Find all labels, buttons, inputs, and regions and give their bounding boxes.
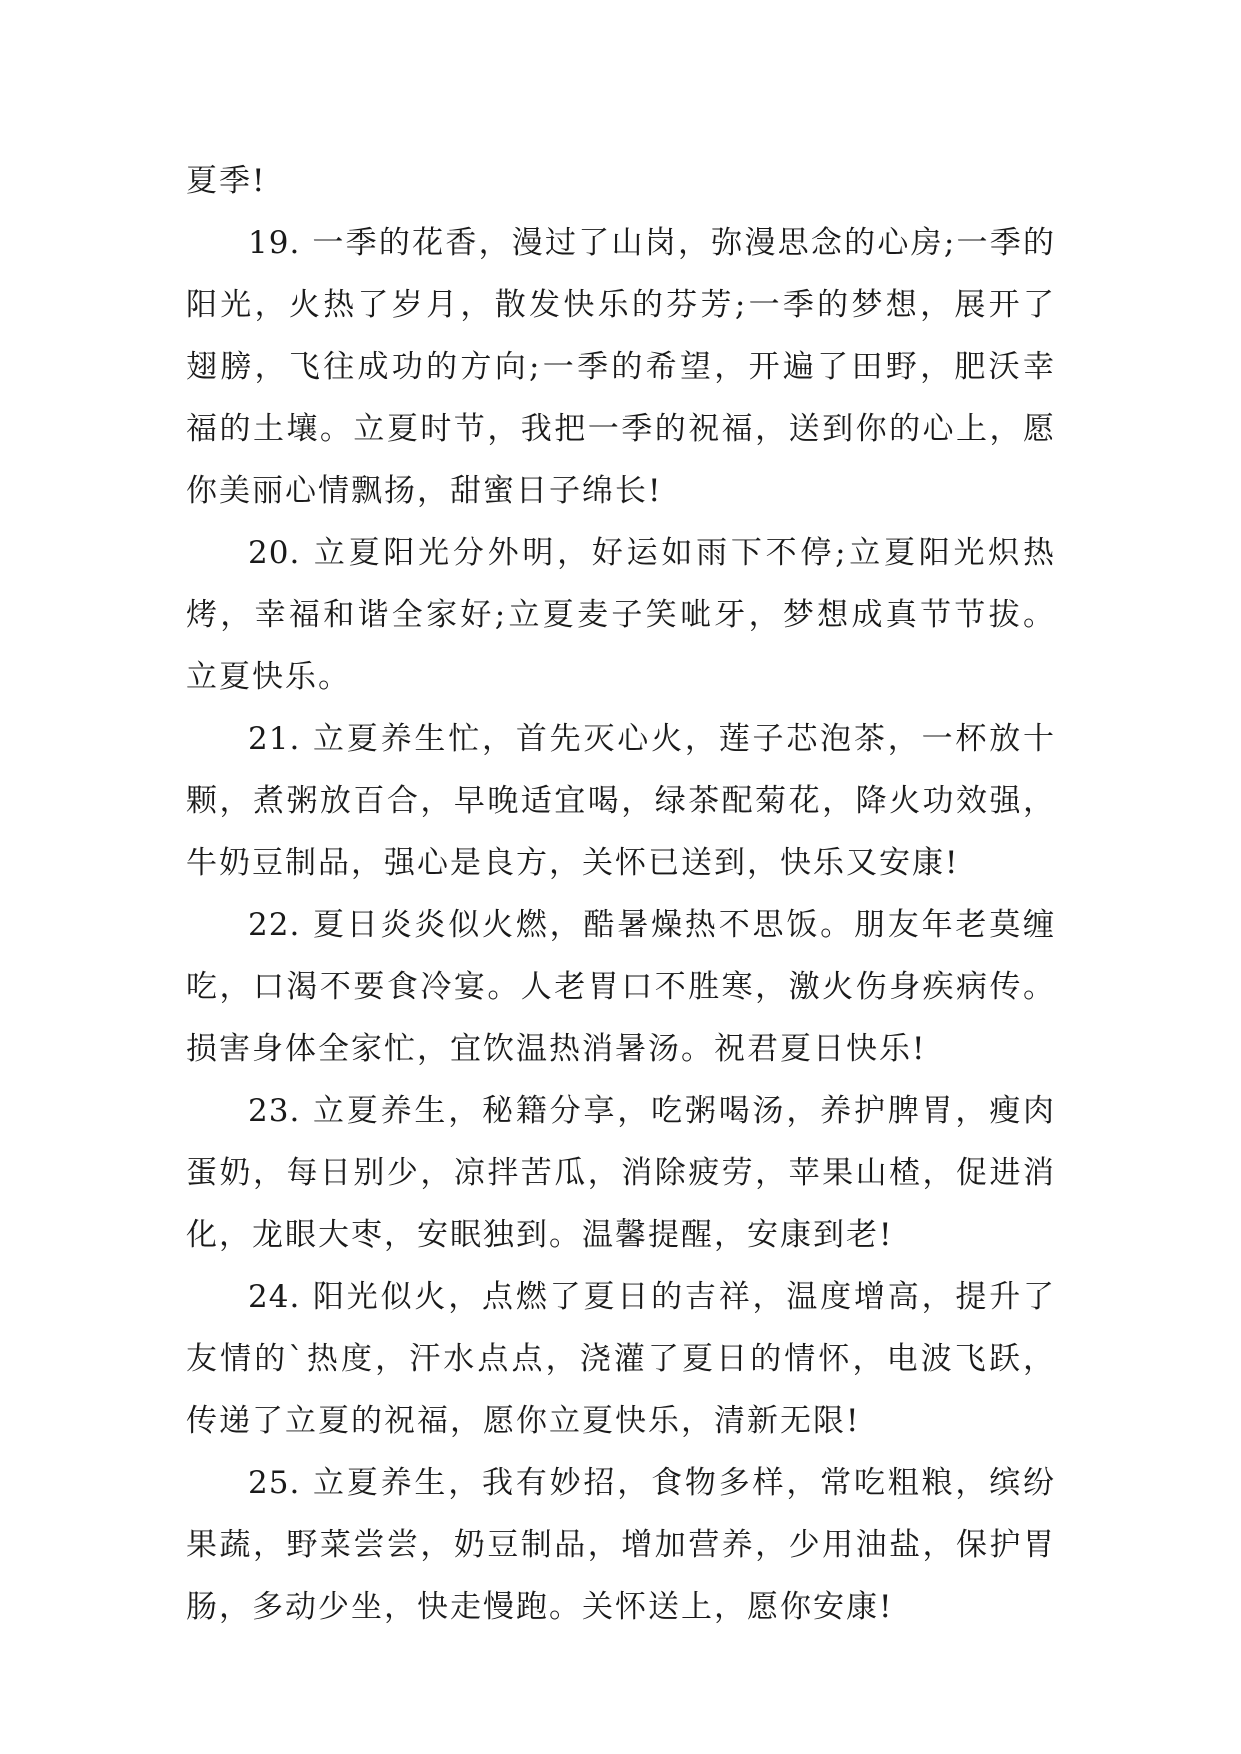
document-page bbox=[186, 150, 1056, 1638]
paragraph-22 bbox=[186, 894, 1056, 1080]
paragraph-number: 19. bbox=[248, 225, 301, 261]
paragraph-24 bbox=[186, 1266, 1056, 1452]
paragraph-20 bbox=[186, 522, 1056, 708]
paragraph-number: 22. bbox=[248, 907, 301, 943]
paragraph-text: 阳光似火，点燃了夏日的吉祥，温度增高，提升了友情的`热度，汗水点点，浇灌了夏日的情怀，电波飞跃，传递了立夏的祝福，愿你立夏快乐，清新无限! bbox=[186, 1279, 1056, 1439]
paragraph-text: 立夏养生忙，首先灭心火，莲子芯泡茶，一杯放十颗，煮粥放百合，早晚适宜喝，绿茶配菊花，降火功效强，牛奶豆制品，强心是良方，关怀已送到，快乐又安康! bbox=[186, 721, 1056, 881]
paragraph-number: 23. bbox=[248, 1093, 301, 1129]
paragraph-number: 21. bbox=[248, 721, 301, 757]
paragraph-23 bbox=[186, 1080, 1056, 1266]
paragraph-text: 立夏阳光分外明，好运如雨下不停;立夏阳光炽热烤，幸福和谐全家好;立夏麦子笑呲牙，梦想成真节节拔。立夏快乐。 bbox=[186, 535, 1056, 695]
paragraph-number: 24. bbox=[248, 1279, 301, 1315]
paragraph-21 bbox=[186, 708, 1056, 894]
paragraph-text: 立夏养生，我有妙招，食物多样，常吃粗粮，缤纷果蔬，野菜尝尝，奶豆制品，增加营养，少用油盐，保护胃肠，多动少坐，快走慢跑。关怀送上，愿你安康! bbox=[186, 1465, 1056, 1625]
paragraph-number: 25. bbox=[248, 1465, 301, 1501]
continuation-text: 夏季! bbox=[186, 163, 267, 199]
paragraph-text: 一季的花香，漫过了山岗，弥漫思念的心房;一季的阳光，火热了岁月，散发快乐的芬芳;一季的梦想，展开了翅膀，飞往成功的方向;一季的希望，开遍了田野，肥沃幸福的土壤。立夏时节，我把一季的祝福，送到你的心上，愿你美丽心情飘扬，甜蜜日子绵长! bbox=[186, 225, 1056, 509]
paragraph-text: 立夏养生，秘籍分享，吃粥喝汤，养护脾胃，瘦肉蛋奶，每日别少，凉拌苦瓜，消除疲劳，苹果山楂，促进消化，龙眼大枣，安眠独到。温馨提醒，安康到老! bbox=[186, 1093, 1056, 1253]
paragraph-25 bbox=[186, 1452, 1056, 1638]
paragraph-19 bbox=[186, 212, 1056, 522]
paragraph-number: 20. bbox=[248, 535, 301, 571]
paragraph-text: 夏日炎炎似火燃，酷暑燥热不思饭。朋友年老莫缠吃，口渴不要食冷宴。人老胃口不胜寒，激火伤身疾病传。损害身体全家忙，宜饮温热消暑汤。祝君夏日快乐! bbox=[186, 907, 1056, 1067]
